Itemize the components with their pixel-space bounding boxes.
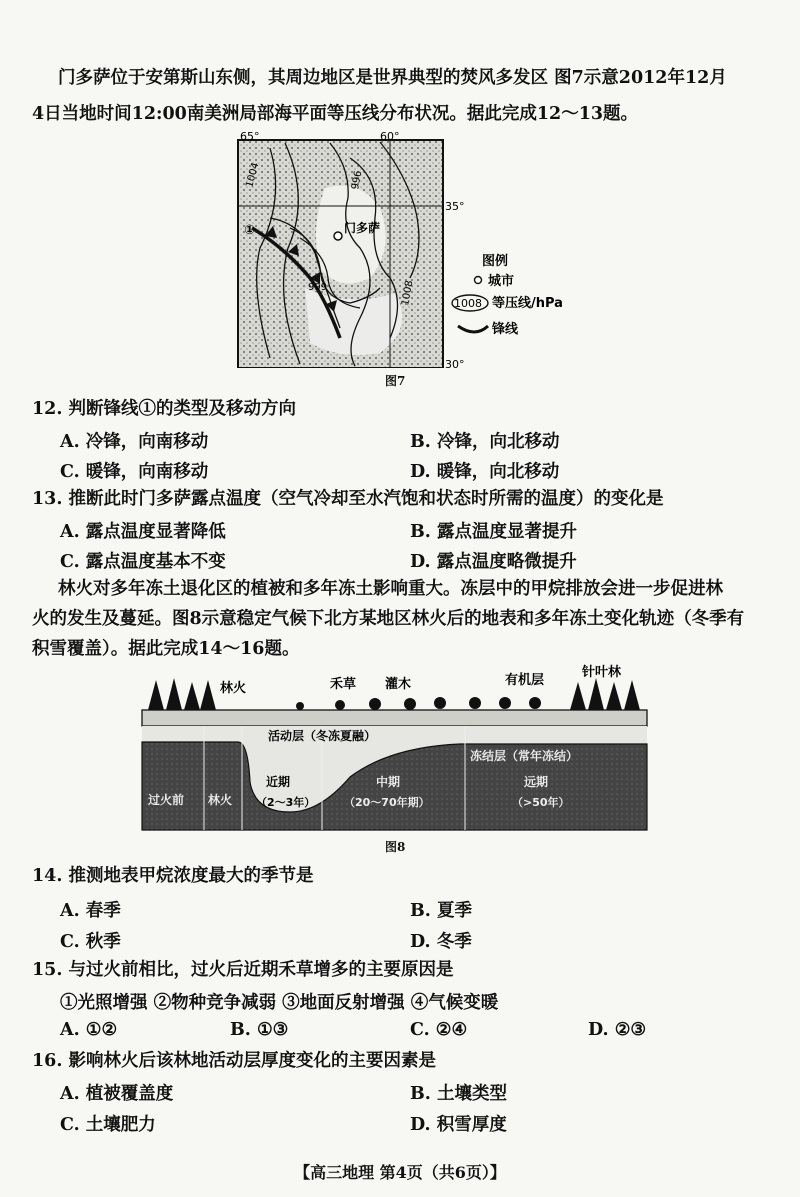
label-before-fire: 过火前 (148, 793, 185, 807)
legend-city-icon (475, 277, 482, 284)
front-marker: ① (244, 223, 256, 238)
q15-option-c[interactable]: C. ②④ (410, 1020, 468, 1040)
isobar-label-999: 999 (308, 282, 328, 293)
q14-option-a[interactable]: A. 春季 (60, 901, 121, 921)
q16-option-c[interactable]: C. 土壤肥力 (60, 1115, 156, 1135)
city-marker-icon (334, 232, 342, 240)
label-active-layer: 活动层（冬冻夏融） (268, 729, 377, 743)
lon-label-60: 60° (380, 130, 400, 143)
intro-line-2: 4日当地时间12:00南美洲局部海平面等压线分布状况。据此完成12～13题。 (32, 104, 639, 124)
q16-option-b[interactable]: B. 土壤类型 (410, 1084, 507, 1104)
isobar-label-1008: 1008 (400, 279, 416, 307)
intro-line-1: 门多萨位于安第斯山东侧，其周边地区是世界典型的焚风多发区 图7示意2012年12月 (58, 68, 727, 88)
city-label: 门多萨 (344, 221, 381, 235)
q13-option-c[interactable]: C. 露点温度基本不变 (60, 552, 226, 572)
q13-stem: 13. 推断此时门多萨露点温度（空气冷却至水汽饱和状态时所需的温度）的变化是 (32, 489, 664, 509)
intro2-line-2: 火的发生及蔓延。图8示意稳定气候下北方某地区林火后的地表和多年冻土变化轨迹（冬季有 (32, 609, 745, 629)
q12-option-c[interactable]: C. 暖锋，向南移动 (60, 462, 209, 482)
legend-front: 锋线 (492, 322, 519, 337)
legend-isobar-sample: 1008 (454, 297, 482, 310)
label-recent: 近期 (266, 775, 291, 789)
lat-label-30: 30° (445, 358, 465, 368)
label-middle: 中期 (376, 775, 401, 789)
label-organic: 有机层 (505, 673, 545, 688)
q15-option-b[interactable]: B. ①③ (230, 1020, 289, 1040)
lat-label-35: 35° (445, 200, 465, 213)
isobar-label-996: 996 (350, 169, 365, 191)
label-grass: 禾草 (330, 677, 357, 692)
page-footer: 【高三地理 第4页（共6页）】 (294, 1163, 506, 1182)
intro2-line-3: 积雪覆盖）。据此完成14～16题。 (32, 639, 300, 659)
label-recent-years: （2～3年） (256, 796, 316, 809)
label-far: 远期 (524, 775, 549, 789)
label-fire: 林火 (220, 681, 247, 696)
q15-option-a[interactable]: A. ①② (60, 1020, 118, 1040)
q16-option-d[interactable]: D. 积雪厚度 (410, 1115, 507, 1135)
q15-option-d[interactable]: D. ②③ (588, 1020, 647, 1040)
legend-city: 城市 (488, 274, 515, 289)
q14-option-b[interactable]: B. 夏季 (410, 901, 472, 921)
legend-title: 图例 (482, 254, 509, 269)
conifer-trees-right-icon (570, 678, 640, 710)
q14-stem: 14. 推测地表甲烷浓度最大的季节是 (32, 866, 314, 886)
q12-option-d[interactable]: D. 暖锋，向北移动 (410, 462, 560, 482)
q14-option-c[interactable]: C. 秋季 (60, 932, 121, 952)
shrub-icons (296, 697, 541, 710)
label-middle-years: （20～70年期） (344, 796, 430, 809)
q12-stem: 12. 判断锋线①的类型及移动方向 (32, 399, 297, 419)
q15-stem: 15. 与过火前相比，过火后近期禾草增多的主要原因是 (32, 960, 454, 980)
q12-option-b[interactable]: B. 冷锋，向北移动 (410, 432, 560, 452)
q13-option-b[interactable]: B. 露点温度显著提升 (410, 522, 577, 542)
label-shrub: 灌木 (385, 677, 412, 692)
figure-8-cross-section (140, 662, 650, 832)
q15-items: ①光照增强 ②物种竞争减弱 ③地面反射增强 ④气候变暖 (60, 993, 499, 1013)
label-permafrost: 冻结层（常年冻结） (470, 749, 579, 763)
q16-option-a[interactable]: A. 植被覆盖度 (60, 1084, 174, 1104)
figure-7-map (230, 128, 590, 368)
isobar-label-1004: 1004 (244, 161, 262, 189)
q14-option-d[interactable]: D. 冬季 (410, 932, 472, 952)
legend-front-icon (458, 326, 488, 332)
figure-8-caption: 图8 (385, 840, 406, 854)
q13-option-a[interactable]: A. 露点温度显著降低 (60, 522, 226, 542)
q16-stem: 16. 影响林火后该林地活动层厚度变化的主要因素是 (32, 1051, 437, 1071)
label-fire-time: 林火 (208, 793, 233, 807)
figure-7-caption: 图7 (385, 374, 406, 388)
conifer-trees-left-icon (148, 678, 216, 710)
surface-layer (142, 710, 647, 726)
label-far-years: （>50年） (512, 796, 570, 809)
intro2-line-1: 林火对多年冻土退化区的植被和多年冻土影响重大。冻层中的甲烷排放会进一步促进林 (58, 579, 723, 599)
legend-isobar: 等压线/hPa (492, 296, 563, 311)
label-conifer: 针叶林 (582, 665, 622, 680)
q13-option-d[interactable]: D. 露点温度略微提升 (410, 552, 577, 572)
q12-option-a[interactable]: A. 冷锋，向南移动 (60, 432, 209, 452)
lon-label-65: 65° (240, 130, 260, 143)
